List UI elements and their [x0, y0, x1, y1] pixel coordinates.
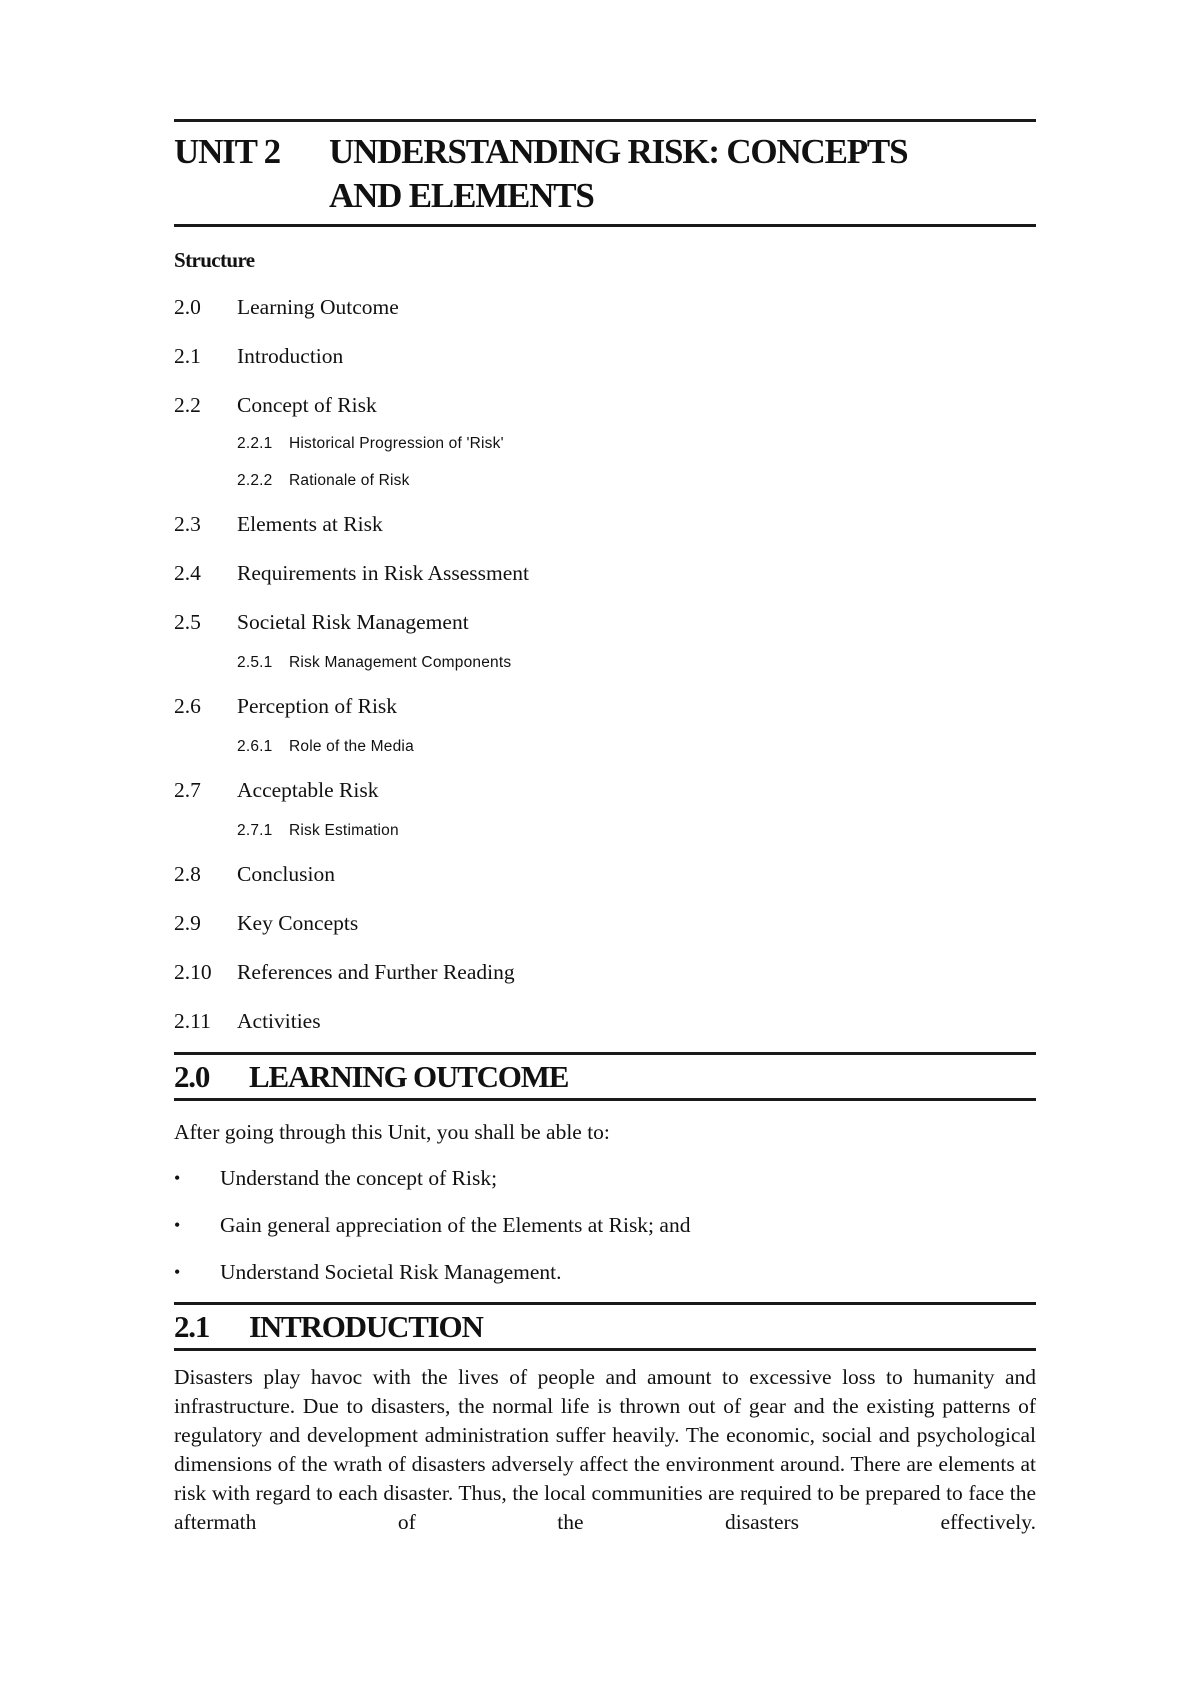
toc-item	[174, 899, 1036, 948]
toc-number: 2.6	[174, 694, 201, 718]
toc-subitem	[174, 727, 1036, 766]
section-bottom-rule	[174, 1348, 1036, 1351]
title-bottom-rule	[174, 224, 1036, 227]
toc-subitem-title: Historical Progression of 'Risk'	[289, 434, 504, 452]
toc-title: Perception of Risk	[237, 694, 398, 718]
toc-subitem-title: Risk Estimation	[289, 821, 399, 839]
list-item-text: Understand Societal Risk Management.	[220, 1260, 562, 1284]
list-item	[174, 1249, 1036, 1296]
bullet-dot-icon: •	[174, 1262, 181, 1282]
list-item-text: Gain general appreciation of the Elements at Risk; and	[220, 1213, 691, 1237]
toc-item	[174, 500, 1036, 549]
toc-number: 2.0	[174, 295, 201, 319]
section-title: LEARNING OUTCOME	[249, 1058, 569, 1094]
toc-item	[174, 682, 1036, 731]
unit-heading-line-1: UNDERSTANDING RISK: CONCEPTS	[329, 132, 908, 171]
toc-number: 2.4	[174, 561, 201, 585]
toc-title: Learning Outcome	[237, 295, 399, 319]
toc-item	[174, 997, 1036, 1046]
toc-subitem-number: 2.6.1	[237, 737, 273, 755]
list-item	[174, 1202, 1036, 1249]
toc-subitem-title: Rationale of Risk	[289, 471, 410, 489]
learning-outcome-list	[174, 1155, 1036, 1296]
toc-subitem-title: Role of the Media	[289, 737, 414, 755]
section-title: INTRODUCTION	[249, 1308, 483, 1344]
section-introduction	[174, 1302, 1036, 1537]
toc-subitem	[174, 811, 1036, 850]
toc-item	[174, 381, 1036, 430]
toc-number: 2.10	[174, 960, 212, 984]
learning-outcome-intro: After going through this Unit, you shall be able to:	[174, 1120, 610, 1144]
bullet-dot-icon: •	[174, 1215, 181, 1235]
toc-title: Concept of Risk	[237, 393, 377, 417]
toc-number: 2.3	[174, 512, 201, 536]
toc-title: Requirements in Risk Assessment	[237, 561, 530, 585]
document-page	[174, 0, 1036, 1698]
list-item	[174, 1155, 1036, 1202]
toc-title: Key Concepts	[237, 911, 359, 935]
list-item-text: Understand the concept of Risk;	[220, 1166, 498, 1190]
toc-item	[174, 766, 1036, 815]
toc-subitem-number: 2.2.1	[237, 434, 273, 452]
bullet-dot-icon: •	[174, 1168, 181, 1188]
toc-number: 2.8	[174, 862, 201, 886]
toc-item	[174, 948, 1036, 997]
unit-heading	[329, 130, 1036, 218]
toc-number: 2.7	[174, 778, 201, 802]
toc-title: Activities	[237, 1009, 321, 1033]
section-learning-outcome	[174, 1052, 1036, 1296]
unit-label: UNIT 2	[174, 132, 280, 171]
toc-item	[174, 283, 1036, 332]
toc-item	[174, 549, 1036, 598]
toc-number: 2.1	[174, 344, 201, 368]
section-heading	[174, 1305, 1036, 1348]
unit-title	[174, 122, 1036, 224]
section-number: 2.0	[174, 1058, 210, 1094]
table-of-contents	[174, 283, 1036, 1046]
toc-title: Introduction	[237, 344, 344, 368]
toc-subitem	[174, 461, 1036, 500]
toc-subitem-number: 2.5.1	[237, 653, 273, 671]
toc-subitem-number: 2.7.1	[237, 821, 273, 839]
introduction-paragraph: Disasters play havoc with the lives of people and amount to excessive loss to humanity and infrastructure. Due to disasters, the normal life is thrown out of gear and the existing patterns of regulatory and development administration suffer heavily. The economic, social and psychological dimensions of the wrath of disasters adversely affect the environment around. There are elements at risk with regard to each disaster. Thus, the local communities are required to be prepared to face the aftermath of the disasters effectively.	[174, 1365, 1036, 1534]
structure-label: Structure	[174, 248, 255, 272]
toc-title: Elements at Risk	[237, 512, 383, 536]
toc-subitem-title: Risk Management Components	[289, 653, 512, 671]
toc-subitem	[174, 643, 1036, 682]
section-heading	[174, 1055, 1036, 1098]
toc-subitem	[174, 426, 1036, 461]
toc-title: References and Further Reading	[237, 960, 515, 984]
toc-number: 2.2	[174, 393, 201, 417]
toc-number: 2.5	[174, 610, 201, 634]
unit-heading-line-2: AND ELEMENTS	[329, 176, 594, 215]
toc-item	[174, 850, 1036, 899]
toc-subitem-number: 2.2.2	[237, 471, 273, 489]
toc-item	[174, 332, 1036, 381]
toc-title: Acceptable Risk	[237, 778, 379, 802]
section-bottom-rule	[174, 1098, 1036, 1101]
section-number: 2.1	[174, 1308, 210, 1344]
toc-title: Societal Risk Management	[237, 610, 469, 634]
toc-title: Conclusion	[237, 862, 335, 886]
toc-number: 2.11	[174, 1009, 211, 1033]
toc-number: 2.9	[174, 911, 201, 935]
toc-item	[174, 598, 1036, 647]
